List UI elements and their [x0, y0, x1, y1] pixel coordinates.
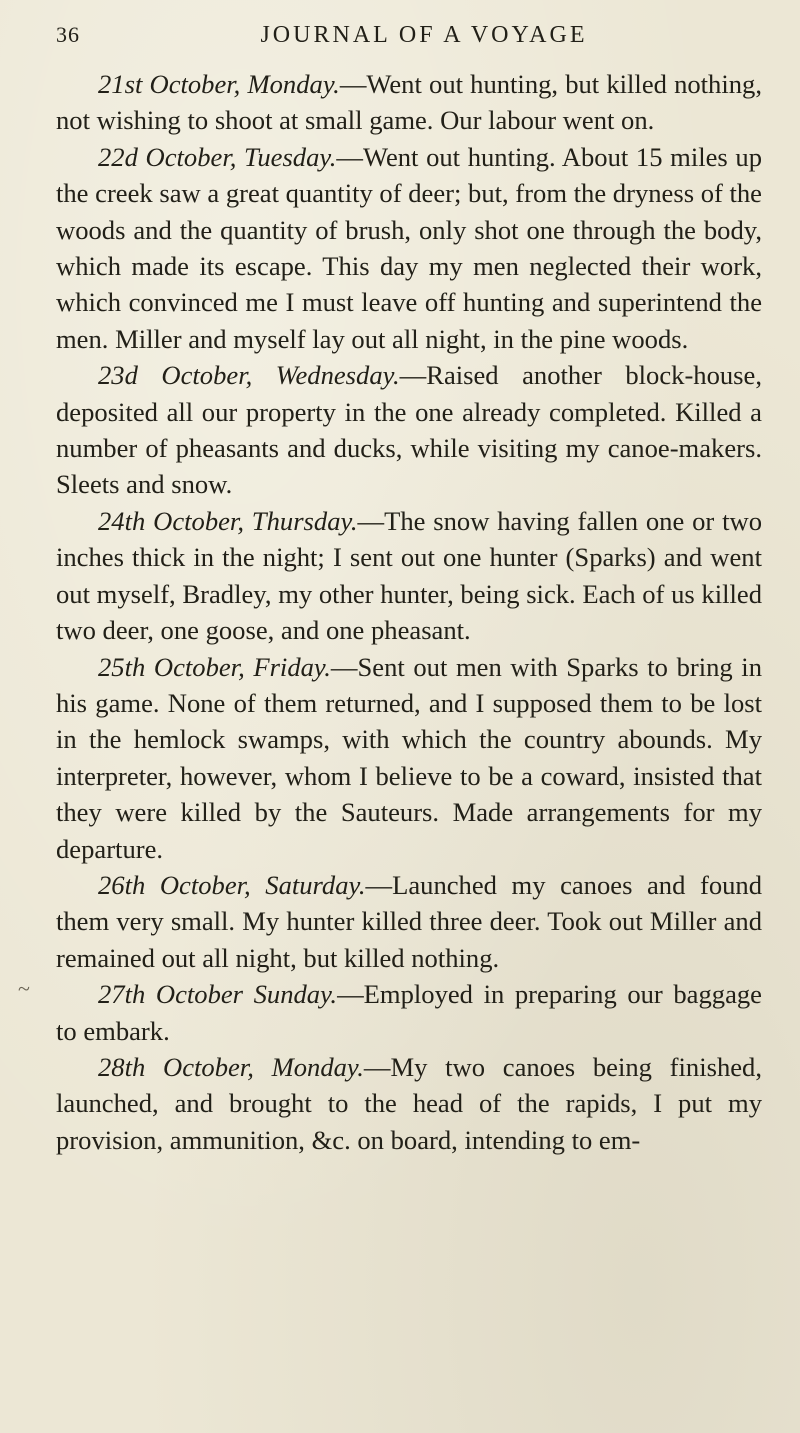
entry-date: 25th October, Friday.	[98, 651, 331, 682]
entry-text: —Sent out men with Sparks to bring in his game. None of them returned, and I supposed them to be lost in the hemlock swamps, with which the country abounds. My interpreter, however, whom I believe to be a coward, insisted that they were killed by the Sauteurs. Made arrangements for my departure.	[56, 651, 762, 864]
entry-date: 26th October, Saturday.	[98, 869, 366, 900]
journal-entry	[56, 649, 762, 867]
entry-date: 28th October, Monday.	[98, 1051, 364, 1082]
page-number: 36	[56, 22, 80, 47]
entry-date: 23d October, Wednesday.	[98, 360, 400, 391]
journal-entry	[56, 139, 762, 357]
journal-entry	[56, 867, 762, 976]
journal-entry	[56, 503, 762, 649]
journal-entry	[56, 1049, 762, 1158]
entry-text: —Raised another block-house, deposited all our property in the one already completed. Killed a number of pheasants and ducks, while visiting my canoe-makers. Sleets and snow.	[56, 360, 762, 500]
margin-mark: ~	[18, 976, 30, 1001]
entry-date: 24th October, Thursday.	[98, 505, 358, 536]
entry-text: —Went out hunting. About 15 miles up the creek saw a great quantity of deer; but, from the dryness of the woods and the quantity of brush, only shot one through the body, which made its escape. This day my men neglected their work, which convinced me I must leave off hunting and superintend the men. Miller and myself lay out all night, in the pine woods.	[56, 141, 762, 354]
journal-entry	[56, 357, 762, 503]
entry-text: —The snow having fallen one or two inches thick in the night; I sent out one hunter (Sparks) and went out myself, Bradley, my other hunter, being sick. Each of us killed two deer, one goose, and one pheasant.	[56, 505, 762, 646]
entry-date: 21st October, Monday.	[98, 69, 340, 99]
running-title: JOURNAL OF A VOYAGE	[260, 22, 588, 48]
journal-entries	[56, 66, 762, 1158]
entry-text: —Went out hunting, but killed nothing, not wishing to shoot at small game. Our labour went on.	[56, 69, 762, 136]
entry-text: —Employed in preparing our baggage to embark.	[56, 979, 762, 1046]
entry-text: —My two canoes being finished, launched, and brought to the head of the rapids, I put my provision, ammunition, &c. on board, intending to em-	[56, 1051, 762, 1155]
page-header	[56, 22, 762, 58]
entry-date: 27th October Sunday.	[98, 979, 338, 1010]
entry-date: 22d October, Tuesday.	[98, 141, 337, 172]
journal-entry	[56, 66, 762, 139]
journal-entry	[56, 976, 762, 1049]
entry-text: —Launched my canoes and found them very small. My hunter killed three deer. Took out Miller and remained out all night, but killed nothing.	[56, 869, 763, 973]
